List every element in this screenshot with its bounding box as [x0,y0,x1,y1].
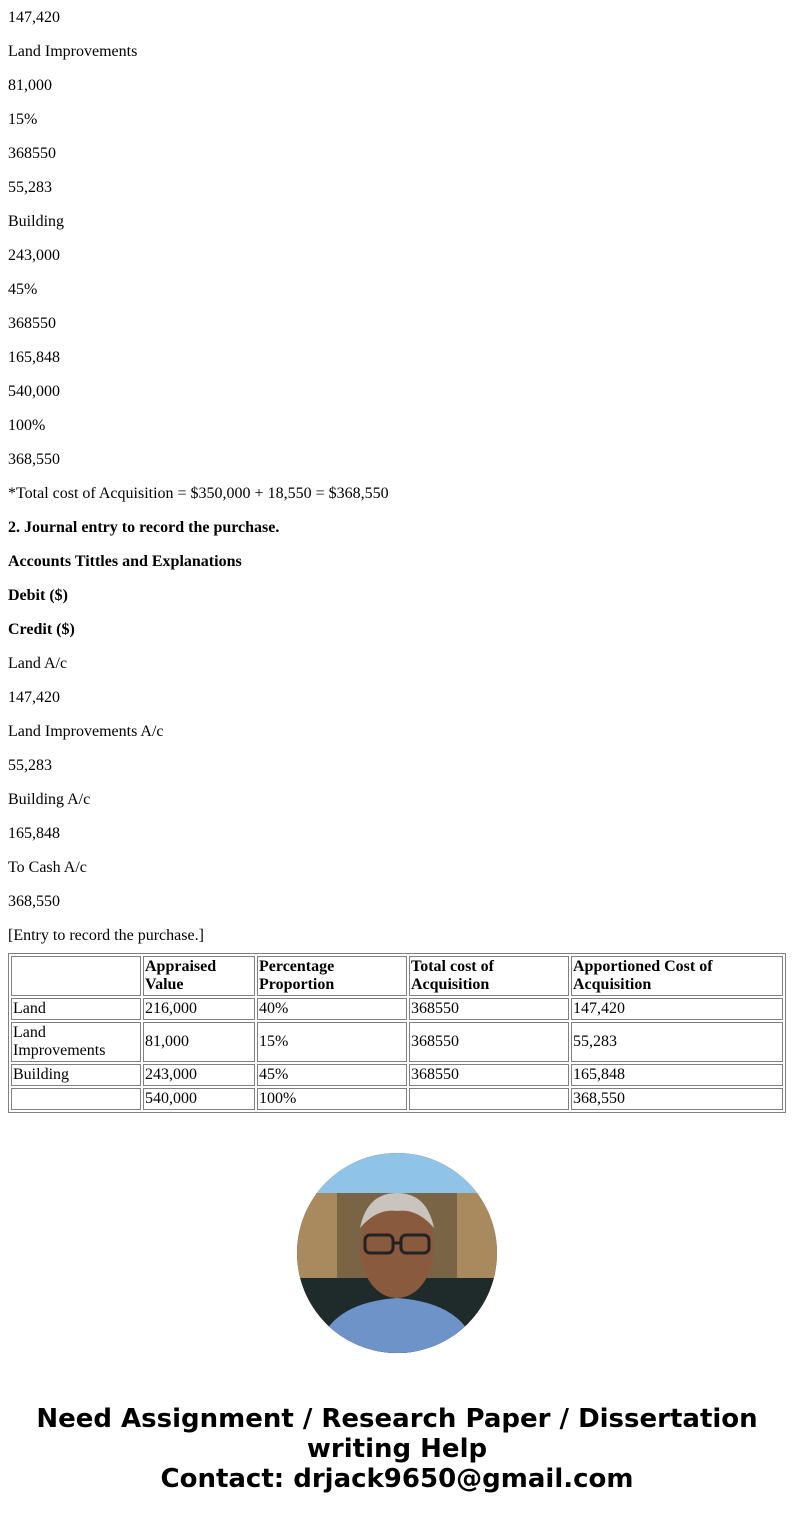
table-header-row [11,956,783,996]
table-cell: 45% [257,1064,407,1086]
table-cell: 81,000 [143,1022,255,1062]
table-row [11,1064,783,1086]
table-header-cell [11,956,141,996]
paragraph: Land Improvements [8,43,138,60]
table-cell: 368550 [409,1064,569,1086]
table-cell [409,1088,569,1110]
table-cell: 147,420 [571,998,783,1020]
paragraph: Land Improvements A/c [8,723,164,740]
paragraph: 368550 [8,145,56,162]
paragraph: 540,000 [8,383,60,400]
paragraph: 368,550 [8,451,60,468]
footer-headline: Need Assignment / Research Paper / Dissertation writing Help [36,1404,758,1464]
table-cell: 368,550 [571,1088,783,1110]
table-header-cell: Appraised Value [143,956,255,996]
table-cell [11,1088,141,1110]
paragraph: 55,283 [8,179,52,196]
paragraph: Building A/c [8,791,91,808]
paragraph: *Total cost of Acquisition = $350,000 + 18,550 = $368,550 [8,485,389,502]
cost-allocation-table [8,953,786,1113]
paragraph: [Entry to record the purchase.] [8,927,204,944]
paragraph: 81,000 [8,77,52,94]
table-row [11,998,783,1020]
author-avatar [297,1153,497,1353]
table-cell: 216,000 [143,998,255,1020]
table-cell: 100% [257,1088,407,1110]
table-cell: 368550 [409,998,569,1020]
paragraph: Credit ($) [8,621,75,638]
paragraph: 55,283 [8,757,52,774]
table-cell: 165,848 [571,1064,783,1086]
table-row [11,1088,783,1110]
paragraph: 243,000 [8,247,60,264]
paragraph: 147,420 [8,689,60,706]
paragraph: 100% [8,417,46,434]
table-cell: 40% [257,998,407,1020]
table-row [11,1022,783,1062]
table-cell: 15% [257,1022,407,1062]
contact-banner [0,1404,794,1494]
table-cell: 55,283 [571,1022,783,1062]
paragraph: 15% [8,111,38,128]
paragraph: 165,848 [8,825,60,842]
table-header-cell: Percentage Proportion [257,956,407,996]
paragraph: Building [8,213,65,230]
table-cell: Land [11,998,141,1020]
paragraph: 368,550 [8,893,60,910]
paragraph: To Cash A/c [8,859,87,876]
table-cell: Building [11,1064,141,1086]
paragraph: 147,420 [8,9,60,26]
paragraph: Debit ($) [8,587,68,604]
table-cell: 368550 [409,1022,569,1062]
table-cell: Land Improvements [11,1022,141,1062]
footer-contact: Contact: drjack9650@gmail.com [160,1464,634,1494]
table-cell: 540,000 [143,1088,255,1110]
paragraph: 45% [8,281,38,298]
document-body [8,0,786,961]
paragraph: 165,848 [8,349,60,366]
table-header-cell: Apportioned Cost of Acquisition [571,956,783,996]
paragraph: Land A/c [8,655,68,672]
paragraph: 2. Journal entry to record the purchase. [8,519,280,536]
table-header-cell: Total cost of Acquisition [409,956,569,996]
table-cell: 243,000 [143,1064,255,1086]
paragraph: Accounts Tittles and Explanations [8,553,242,570]
paragraph: 368550 [8,315,56,332]
